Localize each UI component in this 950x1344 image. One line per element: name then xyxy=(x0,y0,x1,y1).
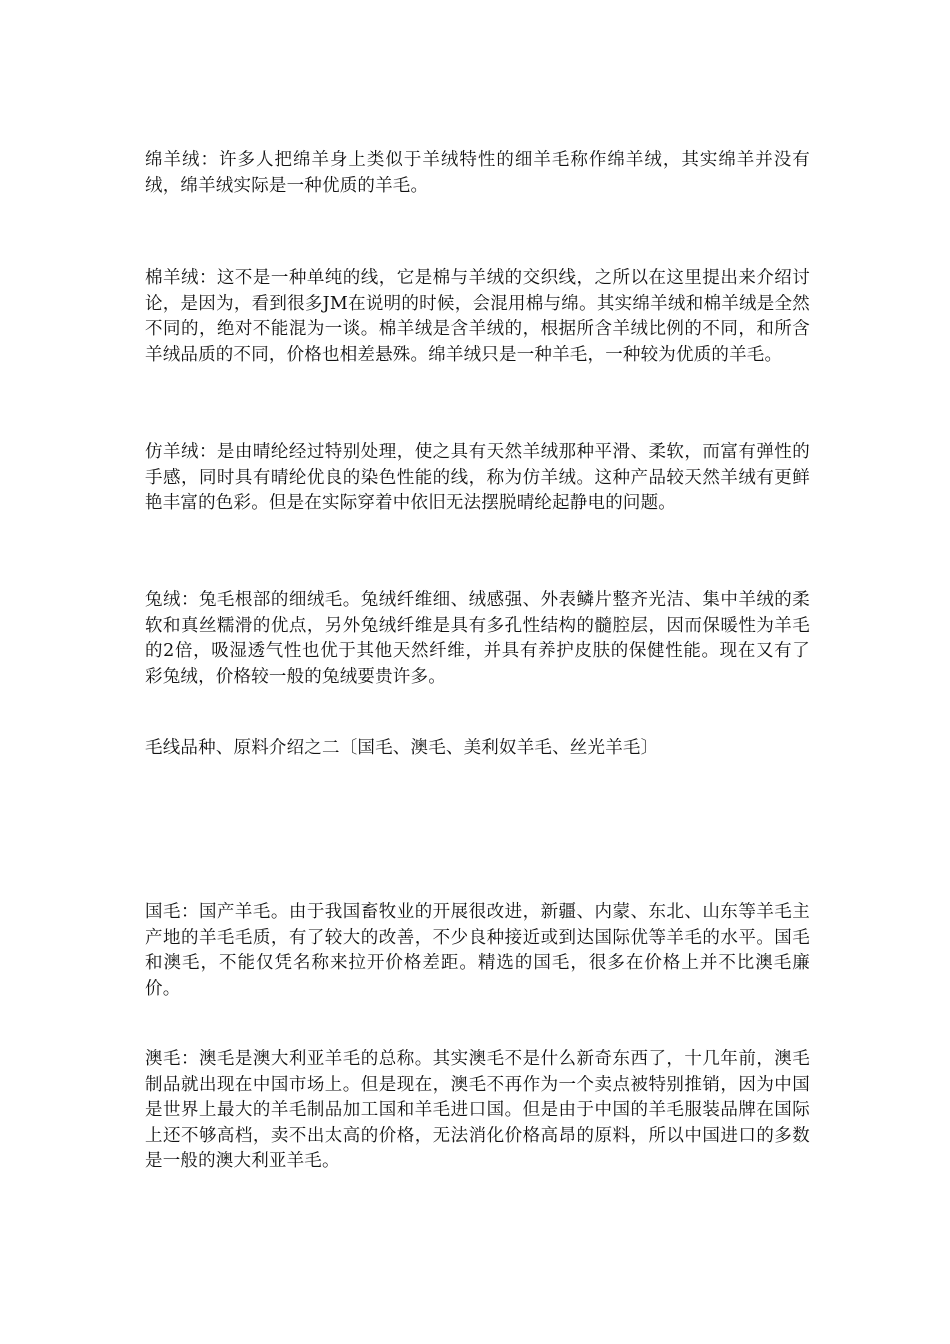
paragraph-australian-wool: 澳毛：澳毛是澳大利亚羊毛的总称。其实澳毛不是什么新奇东西了，十几年前，澳毛制品就出现在中国市场上。但是现在，澳毛不再作为一个卖点被特别推销，因为中国是世界上最大的羊毛制品加工国和羊毛进口国。但是由于中国的羊毛服装品牌在国际上还不够高档，卖不出太高的价格，无法消化价格高昂的原料，所以中国进口的多数是一般的澳大利亚羊毛。 xyxy=(145,1049,810,1171)
paragraph-domestic-wool: 国毛：国产羊毛。由于我国畜牧业的开展很改进，新疆、内蒙、东北、山东等羊毛主产地的羊毛毛质，有了较大的改善，不少良种接近或到达国际优等羊毛的水平。国毛和澳毛，不能仅凭名称来拉开价格差距。精选的国毛，很多在价格上并不比澳毛廉价。 xyxy=(145,902,810,999)
paragraph-cotton-cashmere: 棉羊绒：这不是一种单纯的线，它是棉与羊绒的交织线，之所以在这里提出来介绍讨论，是因为，看到很多JM在说明的时候，会混用棉与绵。其实绵羊绒和棉羊绒是全然不同的，绝对不能混为一谈。棉羊绒是含羊绒的，根据所含羊绒比例的不同，和所含羊绒品质的不同，价格也相差悬殊。绵羊绒只是一种羊毛，一种较为优质的羊毛。 xyxy=(145,268,810,365)
paragraph-mianyangrong: 绵羊绒：许多人把绵羊身上类似于羊绒特性的细羊毛称作绵羊绒，其实绵羊并没有绒，绵羊绒实际是一种优质的羊毛。 xyxy=(145,150,810,196)
paragraph-imitation-cashmere: 仿羊绒：是由晴纶经过特别处理，使之具有天然羊绒那种平滑、柔软，而富有弹性的手感，同时具有晴纶优良的染色性能的线，称为仿羊绒。这种产品较天然羊绒有更鲜艳丰富的色彩。但是在实际穿着中依旧无法摆脱晴纶起静电的问题。 xyxy=(145,442,810,513)
paragraph-rabbit-hair: 兔绒：兔毛根部的细绒毛。兔绒纤维细、绒感强、外表鳞片整齐光洁、集中羊绒的柔软和真丝糯滑的优点，另外兔绒纤维是具有多孔性结构的髓腔层，因而保暖性为羊毛的2倍，吸湿透气性也优于其他天然纤维，并具有养护皮肤的保健性能。现在又有了彩兔绒，价格较一般的兔绒要贵许多。 xyxy=(145,590,810,687)
section-heading: 毛线品种、原料介绍之二〔国毛、澳毛、美利奴羊毛、丝光羊毛〕 xyxy=(145,738,659,758)
